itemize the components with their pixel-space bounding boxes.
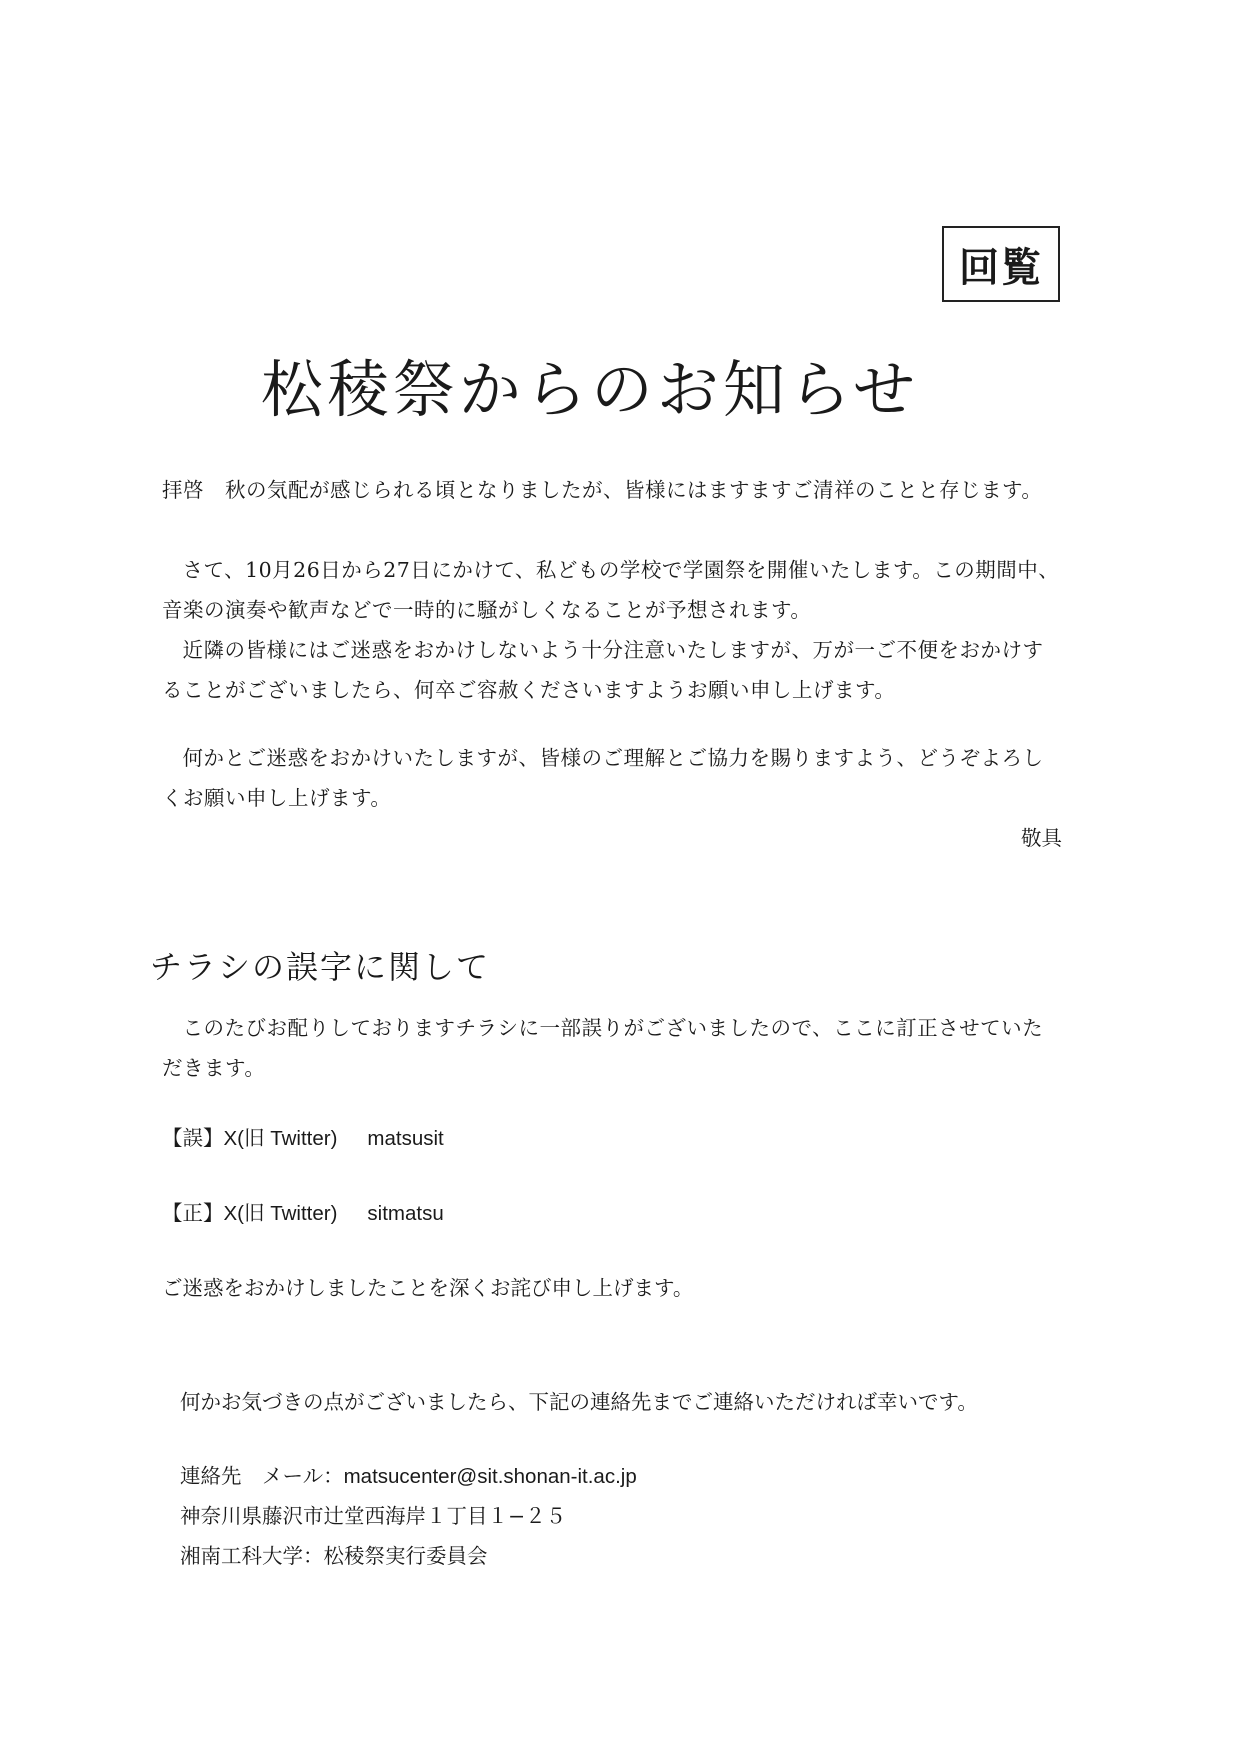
- contact-address: 神奈川県藤沢市辻堂西海岸１丁目１−２５: [180, 1504, 567, 1528]
- contact-email-line: [180, 1456, 637, 1497]
- wrong-tag: 【誤】: [162, 1126, 224, 1150]
- notice-paragraph-2: 近隣の皆様にはご迷惑をおかけしないよう十分注意いたしますが、万が一ご不便をおかけすることがございましたら、何卒ご容赦くださいますようお願い申し上げます。: [162, 638, 1044, 702]
- circulation-stamp: 回覧: [942, 226, 1060, 302]
- notice-paragraph-3: 何かとご迷惑をおかけいたしますが、皆様のご理解とご協力を賜りますよう、どうぞよろしくお願い申し上げます。: [162, 746, 1044, 810]
- page-title: 松稜祭からのお知らせ: [260, 353, 920, 426]
- right-tag: 【正】: [162, 1201, 224, 1225]
- correction-right-line: [162, 1193, 444, 1234]
- right-account: sitmatsu: [367, 1202, 444, 1225]
- apology-line: ご迷惑をおかけしましたことを深くお詫び申し上げます。: [162, 1276, 694, 1300]
- wrong-account: matsusit: [367, 1127, 444, 1150]
- contact-email: matsucenter@sit.shonan-it.ac.jp: [343, 1465, 637, 1488]
- correction-intro: このたびお配りしておりますチラシに一部誤りがございましたので、ここに訂正させていただきます。: [162, 1016, 1044, 1080]
- right-platform: X(旧 Twitter): [223, 1202, 338, 1225]
- contact-request: 何かお気づきの点がございましたら、下記の連絡先までご連絡いただければ幸いです。: [180, 1390, 978, 1414]
- closing-word: 敬具: [1021, 826, 1062, 850]
- wrong-platform: X(旧 Twitter): [223, 1127, 338, 1150]
- notice-paragraph-1: さて、10月26日から27日にかけて、私どもの学校で学園祭を開催いたします。この期間中、音楽の演奏や歓声などで一時的に騒がしくなることが予想されます。: [162, 558, 1060, 622]
- greeting-paragraph: 拝啓 秋の気配が感じられる頃となりましたが、皆様にはますますご清祥のことと存じます。: [162, 478, 1043, 502]
- correction-heading: チラシの誤字に関して: [150, 948, 491, 986]
- contact-label: 連絡先 メール：: [180, 1464, 344, 1488]
- contact-organization: 湘南工科大学：松稜祭実行委員会: [180, 1544, 488, 1568]
- correction-wrong-line: [162, 1118, 444, 1159]
